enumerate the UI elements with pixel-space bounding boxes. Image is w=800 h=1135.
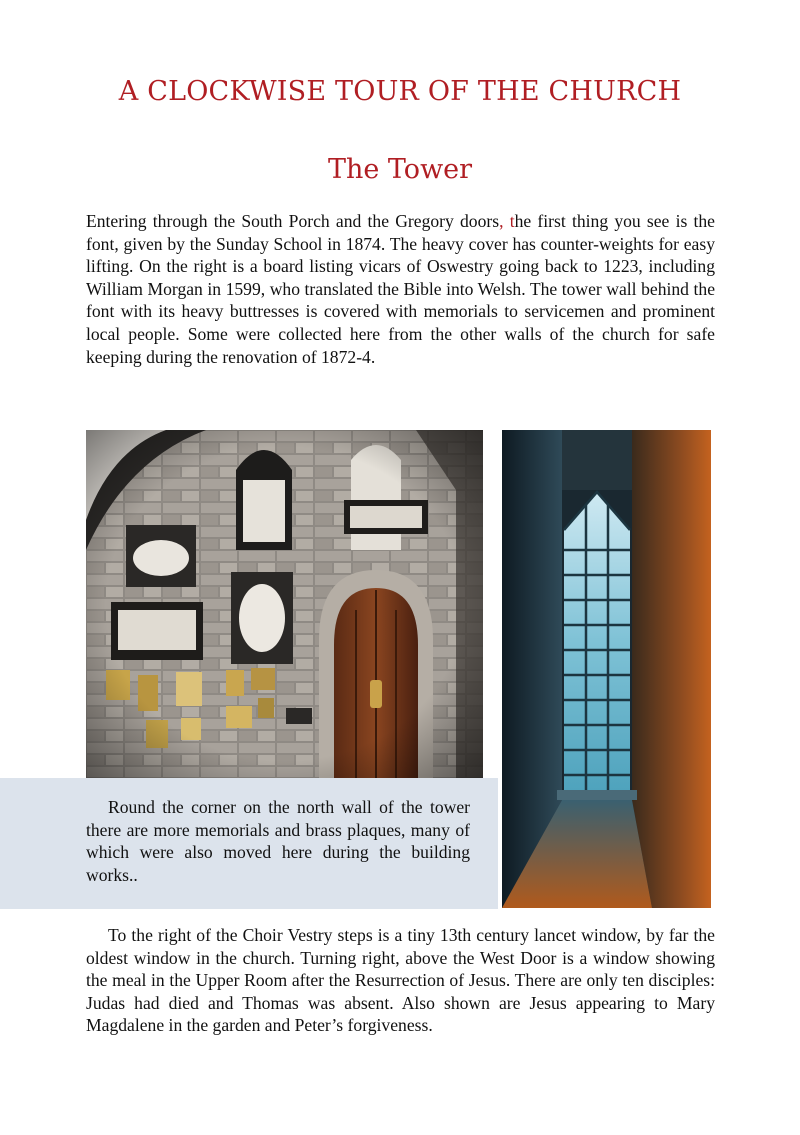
intro-text-start: Entering through the South Porch and the Gregory doors	[86, 211, 500, 231]
memorial-wall-photo	[86, 430, 483, 778]
photo-caption: Round the corner on the north wall of the tower there are more memorials and brass plaques, many of which were also moved here during the building works..	[86, 797, 470, 885]
page-title: A CLOCKWISE TOUR OF THE CHURCH	[118, 76, 682, 107]
lancet-window-photo	[502, 430, 711, 908]
intro-paragraph	[86, 210, 715, 368]
intro-highlight: , t	[499, 211, 515, 231]
section-title: The Tower	[327, 154, 473, 185]
intro-text-rest: he first thing you see is the font, given by the Sunday School in 1874. The heavy cover has counter-weights for easy lifting. On the right is a board listing vicars of Oswestry going back to 1223, including William Morgan in 1599, who translated the Bible into Welsh. The tower wall behind the font with its heavy buttresses is covered with memorials to servicemen and prominent local people. Some were collected here from the other walls of the church for safe keeping during the renovation of 1872-4.	[86, 211, 715, 367]
closing-paragraph: To the right of the Choir Vestry steps is a tiny 13th century lancet window, by far the oldest window in the church. Turning right, above the West Door is a window showing the meal in the Upper Room after the Resurrection of Jesus. There are only ten disciples: Judas had died and Thomas was absent. Also shown are Jesus appearing to Mary Magdalene in the garden and Peter’s forgiveness.	[86, 925, 715, 1036]
